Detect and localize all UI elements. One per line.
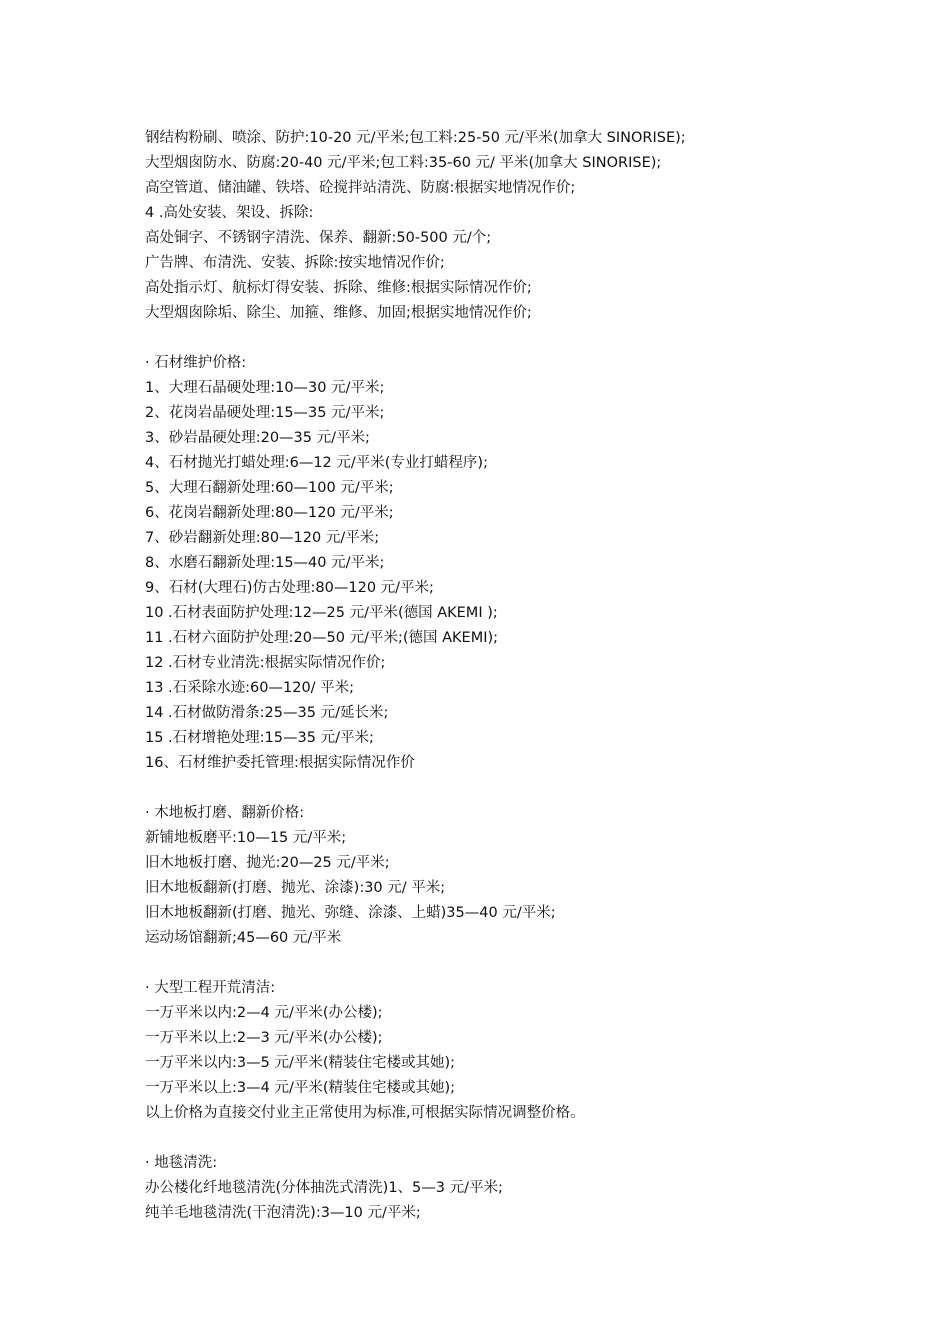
text-line: 15 .石材增艳处理:15—35 元/平米; [145, 730, 374, 746]
block-carpet-cleaning [145, 1151, 905, 1226]
section-heading: · 地毯清洗: [145, 1155, 218, 1171]
text-line: 10 .石材表面防护处理:12—25 元/平米(德国 AKEMI ); [145, 605, 498, 621]
text-line: 5、大理石翻新处理:60—100 元/平米; [145, 480, 394, 496]
text-line: 6、花岗岩翻新处理:80—120 元/平米; [145, 505, 394, 521]
block-wood-floor [145, 801, 905, 951]
text-line: 11 .石材六面防护处理:20—50 元/平米;(德国 AKEMI); [145, 630, 499, 646]
section-heading: · 木地板打磨、翻新价格: [145, 805, 305, 821]
text-line: 新铺地板磨平:10—15 元/平米; [145, 830, 347, 846]
paragraph-gap [145, 951, 905, 976]
text-line: 钢结构粉刷、喷涂、防护:10-20 元/平米;包工料:25-50 元/平米(加拿大 SINORISE); [145, 130, 686, 146]
text-line: 9、石材(大理石)仿古处理:80—120 元/平米; [145, 580, 434, 596]
text-line: 12 .石材专业清洗:根据实际情况作价; [145, 655, 386, 671]
text-line: 办公楼化纤地毯清洗(分体抽洗式清洗)1、5—3 元/平米; [145, 1180, 503, 1196]
paragraph-gap [145, 776, 905, 801]
text-line: 旧木地板翻新(打磨、抛光、涂漆):30 元/ 平米; [145, 880, 446, 896]
text-line: 13 .石采除水迹:60—120/ 平米; [145, 680, 355, 696]
text-line: 4、石材抛光打蜡处理:6—12 元/平米(专业打蜡程序); [145, 455, 488, 471]
text-line: 2、花岗岩晶硬处理:15—35 元/平米; [145, 405, 385, 421]
text-line: 一万平米以内:3—5 元/平米(精装住宅楼或其她); [145, 1055, 456, 1071]
block-stone-maintenance [145, 351, 905, 776]
text-line: 以上价格为直接交付业主正常使用为标准,可根据实际情况调整价格。 [145, 1105, 585, 1121]
block-high-altitude-services [145, 126, 905, 326]
text-line: 高处铜字、不锈钢字清洗、保养、翻新:50-500 元/个; [145, 230, 492, 246]
text-line: 旧木地板翻新(打磨、抛光、弥缝、涂漆、上蜡)35—40 元/平米; [145, 905, 556, 921]
section-heading: · 石材维护价格: [145, 355, 247, 371]
text-line: 3、砂岩晶硬处理:20—35 元/平米; [145, 430, 370, 446]
text-line: 大型烟囱防水、防腐:20-40 元/平米;包工料:35-60 元/ 平米(加拿大 SINORISE); [145, 155, 662, 171]
text-line: 1、大理石晶硬处理:10—30 元/平米; [145, 380, 385, 396]
section-heading: · 大型工程开荒清洁: [145, 980, 276, 996]
text-line: 纯羊毛地毯清洗(干泡清洗):3—10 元/平米; [145, 1205, 421, 1221]
document-page [145, 126, 905, 1226]
text-line: 一万平米以上:3—4 元/平米(精装住宅楼或其她); [145, 1080, 456, 1096]
text-line: 高空管道、储油罐、铁塔、砼搅拌站清洗、防腐:根据实地情况作价; [145, 180, 576, 196]
text-line: 8、水磨石翻新处理:15—40 元/平米; [145, 555, 385, 571]
text-line: 旧木地板打磨、抛光:20—25 元/平米; [145, 855, 390, 871]
section-heading: 4 .高处安装、架设、拆除: [145, 205, 314, 221]
block-construction-cleaning [145, 976, 905, 1126]
text-line: 高处指示灯、航标灯得安装、拆除、维修:根据实际情况作价; [145, 280, 532, 296]
text-line: 广告牌、布清洗、安装、拆除:按实地情况作价; [145, 255, 445, 271]
paragraph-gap [145, 326, 905, 351]
text-line: 16、石材维护委托管理:根据实际情况作价 [145, 755, 415, 771]
text-line: 一万平米以上:2—3 元/平米(办公楼); [145, 1030, 383, 1046]
text-line: 7、砂岩翻新处理:80—120 元/平米; [145, 530, 380, 546]
text-line: 大型烟囱除垢、除尘、加箍、维修、加固;根据实地情况作价; [145, 305, 532, 321]
paragraph-gap [145, 1126, 905, 1151]
text-line: 一万平米以内:2—4 元/平米(办公楼); [145, 1005, 383, 1021]
text-line: 运动场馆翻新;45—60 元/平米 [145, 930, 342, 946]
text-line: 14 .石材做防滑条:25—35 元/延长米; [145, 705, 389, 721]
